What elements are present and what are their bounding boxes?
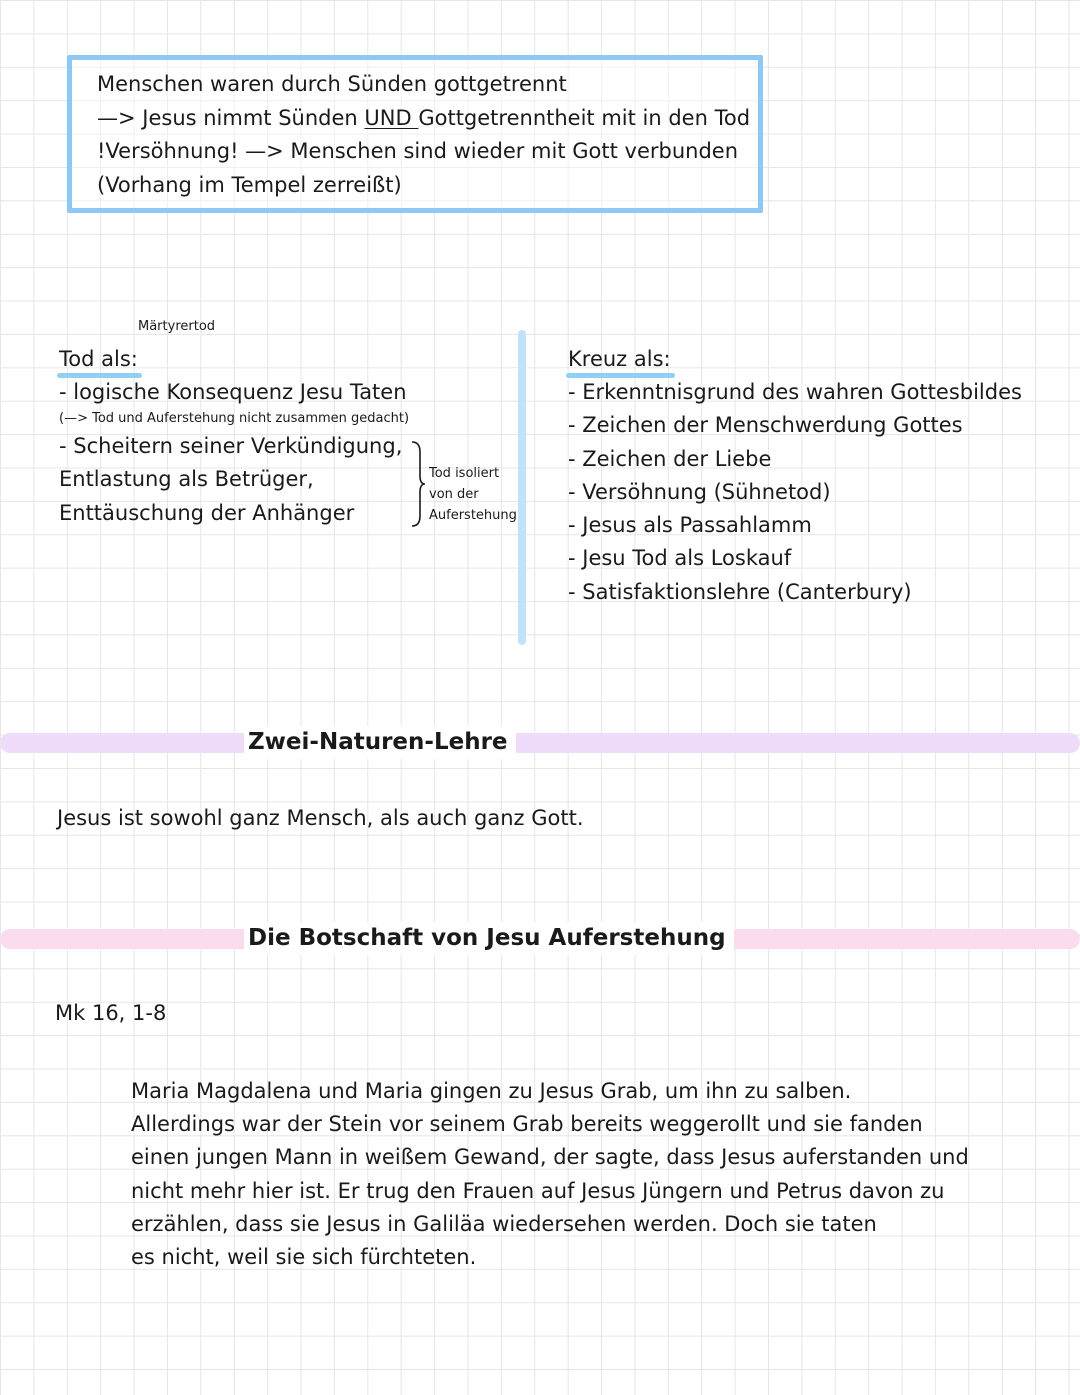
kreuz-item: - Zeichen der Liebe <box>568 447 772 471</box>
tod-heading <box>59 343 138 376</box>
summary-line-2-suffix: Gottgetrenntheit mit in den Tod <box>418 106 751 130</box>
summary-line-1: Menschen waren durch Sünden gottgetrennt <box>97 72 567 96</box>
summary-line-2-prefix: —> Jesus nimmt Sünden <box>97 106 365 130</box>
paragraph-line: Maria Magdalena und Maria gingen zu Jesus Grab, um ihn zu salben. <box>131 1079 852 1103</box>
zwei-naturen-text: Jesus ist sowohl ganz Mensch, als auch ganz Gott. <box>57 806 584 830</box>
kreuz-heading-text: Kreuz als: <box>568 343 671 376</box>
brace-note-line-3: Auferstehung <box>429 508 517 523</box>
curly-brace-icon <box>410 440 426 528</box>
bible-reference: Mk 16, 1-8 <box>55 1001 167 1025</box>
kreuz-item: - Jesu Tod als Loskauf <box>568 546 792 570</box>
brace-note-line-2: von der <box>429 487 479 502</box>
kreuz-heading <box>568 343 671 376</box>
tod-item-2-line-3: Enttäuschung der Anhänger <box>59 501 355 525</box>
paragraph-line: einen jungen Mann in weißem Gewand, der sagte, dass Jesus auferstanden und <box>131 1145 969 1169</box>
summary-line-3: !Versöhnung! —> Menschen sind wieder mit Gott verbunden <box>97 139 739 163</box>
zwei-naturen-highlight-band <box>0 733 1080 753</box>
auferstehung-title: Die Botschaft von Jesu Auferstehung <box>244 922 734 955</box>
summary-box <box>67 55 763 213</box>
kreuz-item: - Jesus als Passahlamm <box>568 513 812 537</box>
tod-note-1: (—> Tod und Auferstehung nicht zusammen gedacht) <box>59 411 410 426</box>
tod-heading-text: Tod als: <box>59 343 138 376</box>
maertyrertod-annotation: Märtyrertod <box>138 319 216 334</box>
column-divider <box>518 330 526 645</box>
paragraph-line: nicht mehr hier ist. Er trug den Frauen auf Jesus Jüngern und Petrus davon zu <box>131 1179 945 1203</box>
brace-note-line-1: Tod isoliert <box>429 466 500 481</box>
summary-line-4: (Vorhang im Tempel zerreißt) <box>97 173 402 197</box>
kreuz-item: - Versöhnung (Sühnetod) <box>568 480 831 504</box>
paragraph-line: es nicht, weil sie sich fürchteten. <box>131 1245 477 1269</box>
kreuz-item: - Satisfaktionslehre (Canterbury) <box>568 580 912 604</box>
paragraph-line: erzählen, dass sie Jesus in Galiläa wiedersehen werden. Doch sie taten <box>131 1212 877 1236</box>
summary-line-2 <box>97 102 750 135</box>
zwei-naturen-title: Zwei-Naturen-Lehre <box>244 726 516 759</box>
kreuz-item: - Erkenntnisgrund des wahren Gottesbildes <box>568 380 1022 404</box>
kreuz-item: - Zeichen der Menschwerdung Gottes <box>568 413 963 437</box>
tod-item-2-line-1: - Scheitern seiner Verkündigung, <box>59 434 403 458</box>
summary-line-2-emphasis: UND <box>364 106 419 130</box>
tod-item-1: - logische Konsequenz Jesu Taten <box>59 380 407 404</box>
paragraph-line: Allerdings war der Stein vor seinem Grab bereits weggerollt und sie fanden <box>131 1112 923 1136</box>
tod-item-2-line-2: Entlastung als Betrüger, <box>59 467 314 491</box>
